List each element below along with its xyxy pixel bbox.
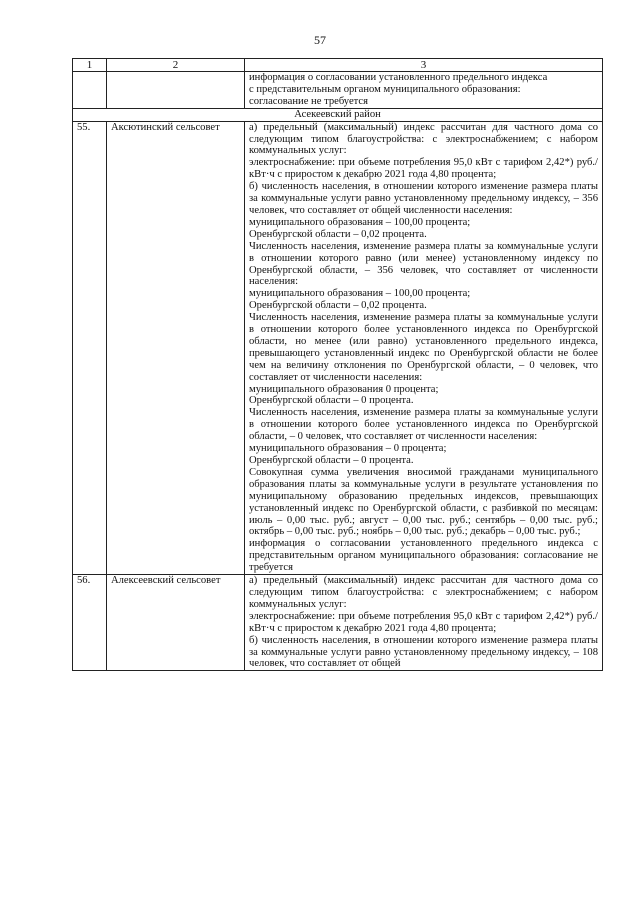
detail-paragraph: муниципального образования 0 процента; bbox=[249, 383, 439, 395]
header-col-1: 1 bbox=[73, 59, 107, 72]
continuation-cell bbox=[245, 72, 603, 109]
municipality-name: Алексеевский сельсовет bbox=[107, 575, 245, 671]
detail-paragraph: Оренбургской области – 0,02 процента. bbox=[249, 300, 427, 312]
detail-paragraph: Совокупная сумма увеличения вносимой гражданами муниципального образования платы за коммунальные услуги в результате установления по муниципальному образованию предельных индексов, превышающих установленный индекс по Оренбургской области, с разбивкой по месяцам: июль – 0,00 тыс. руб.; август – 0,00 тыс. руб.; сентябрь – 0,00 тыс. руб.; октябрь – 0,00 тыс. руб.; ноябрь – 0,00 тыс. руб.; декабрь – 0,00 тыс. руб.; bbox=[249, 466, 598, 538]
detail-paragraph: Оренбургской области – 0,02 процента. bbox=[249, 228, 427, 240]
page-number: 57 bbox=[314, 33, 326, 47]
table-row bbox=[73, 121, 603, 574]
region-heading: Асекеевский район bbox=[73, 108, 603, 121]
row-details bbox=[245, 121, 603, 574]
row-number: 55. bbox=[73, 121, 107, 574]
tariff-table bbox=[72, 58, 603, 671]
detail-paragraph: электроснабжение: при объеме потребления 95,0 кВт с тарифом 2,42*) руб./кВт·ч с приростом к декабрю 2021 года 4,80 процента; bbox=[249, 610, 598, 634]
detail-paragraph: Численность населения, изменение размера платы за коммунальные услуги в отношении которого равно (или менее) установленному индексу по Оренбургской области, – 356 человек, что составляет от численности населения: bbox=[249, 240, 598, 288]
detail-paragraph: а) предельный (максимальный) индекс рассчитан для частного дома со следующим типом благоустройства: с электроснабжением; с набором коммунальных услуг: bbox=[249, 121, 598, 157]
header-col-3: 3 bbox=[245, 59, 603, 72]
detail-paragraph: б) численность населения, в отношении которого изменение размера платы за коммунальные услуги равно установленному предельному индексу, – 356 человек, что составляет от общей численности населения: bbox=[249, 181, 598, 216]
continuation-row bbox=[73, 72, 603, 109]
detail-paragraph: информация о согласовании установленного предельного индекса с представительным органом муниципального образования: согласование не требуется bbox=[249, 538, 598, 574]
detail-paragraph: Оренбургской области – 0 процента. bbox=[249, 455, 414, 466]
detail-paragraph: Оренбургской области – 0 процента. bbox=[249, 395, 414, 407]
continuation-line: информация о согласовании установленного предельного индекса bbox=[249, 72, 548, 83]
continuation-line: с представительным органом муниципального образования: bbox=[249, 83, 521, 95]
continuation-line: согласование не требуется bbox=[249, 95, 369, 107]
header-col-2: 2 bbox=[107, 59, 245, 72]
detail-paragraph: муниципального образования – 100,00 процента; bbox=[249, 216, 471, 228]
detail-paragraph: Численность населения, изменение размера платы за коммунальные услуги в отношении которого более установленного индекса по Оренбургской области, – 0 человек, что составляет от численности населения: bbox=[249, 407, 598, 443]
row-details bbox=[245, 575, 603, 671]
detail-paragraph: а) предельный (максимальный) индекс рассчитан для частного дома со следующим типом благоустройства: с электроснабжением; с набором коммунальных услуг: bbox=[249, 575, 598, 610]
detail-paragraph: Численность населения, изменение размера платы за коммунальные услуги в отношении которого более установленного индекса по Оренбургской области, но менее (или равно) установленного предельного индекса, превышающего установленный индекс по Оренбургской области не более чем на величину отклонения по Оренбургской области, – 0 человек, что составляет от численности населения: bbox=[249, 312, 598, 383]
row-number: 56. bbox=[73, 575, 107, 671]
table-row bbox=[73, 575, 603, 671]
municipality-name: Аксютинский сельсовет bbox=[107, 121, 245, 574]
table-header-row bbox=[73, 59, 603, 72]
detail-paragraph: б) численность населения, в отношении которого изменение размера платы за коммунальные услуги равно установленному предельному индексу, – 108 человек, что составляет от общей bbox=[249, 634, 598, 670]
detail-paragraph: муниципального образования – 0 процента; bbox=[249, 443, 447, 455]
detail-paragraph: муниципального образования – 100,00 процента; bbox=[249, 288, 471, 300]
detail-paragraph: электроснабжение: при объеме потребления 95,0 кВт с тарифом 2,42*) руб./кВт·ч с приростом к декабрю 2021 года 4,80 процента; bbox=[249, 157, 598, 181]
region-row bbox=[73, 108, 603, 121]
